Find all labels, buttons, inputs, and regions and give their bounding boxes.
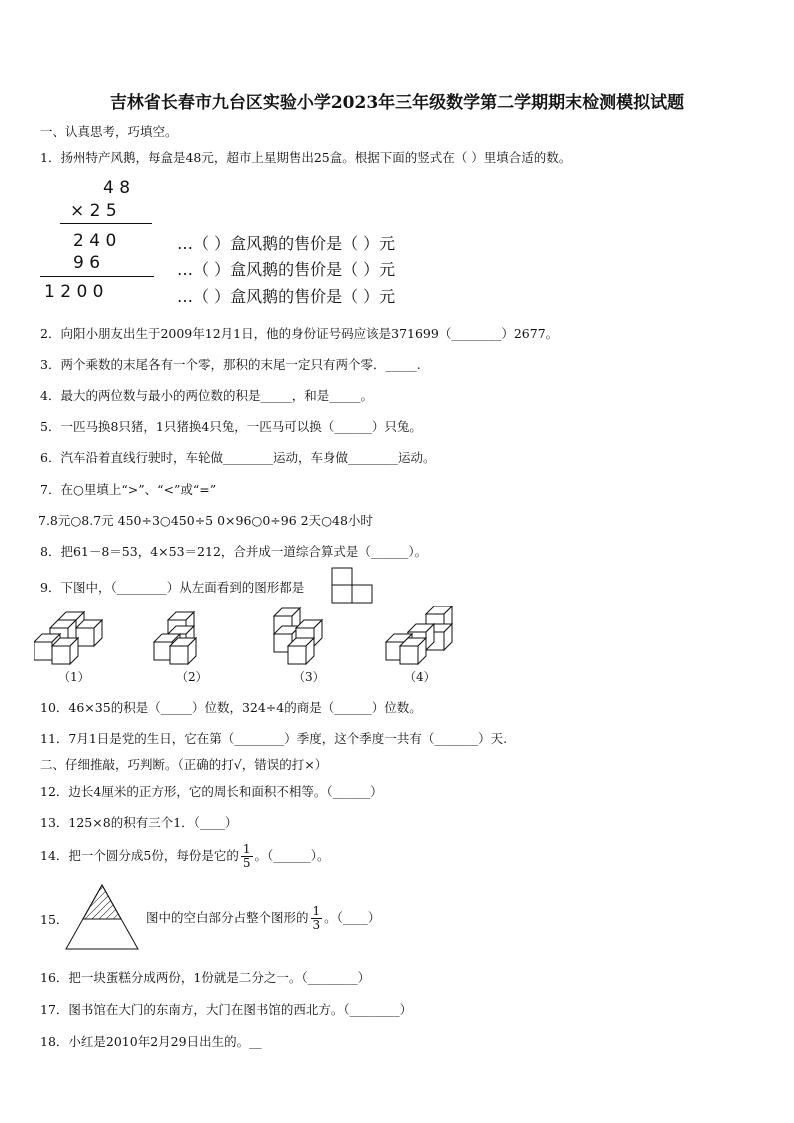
calc-row-3: 2 4 0 bbox=[73, 231, 117, 251]
figure-caption-4: （4） bbox=[404, 670, 436, 684]
question-18: 18．小红是2010年2月29日出生的。__ bbox=[40, 1034, 262, 1049]
cube-figures bbox=[34, 606, 464, 666]
calc-line-1 bbox=[60, 223, 152, 224]
triangle-figure bbox=[64, 883, 140, 951]
question-15-text: 图中的空白部分占整个图形的 bbox=[146, 910, 309, 925]
section-heading-2: 二、仔细推敲，巧判断。（正确的打√，错误的打×） bbox=[40, 757, 328, 772]
fraction-one-third bbox=[311, 905, 323, 932]
fraction-numerator: 1 bbox=[242, 842, 251, 856]
page-title: 吉林省长春市九台区实验小学2023年三年级数学第二学期期末检测模拟试题 bbox=[109, 93, 685, 113]
calc-note-1: …（ ）盒风鹅的售价是（ ）元 bbox=[177, 234, 396, 253]
calc-line-2 bbox=[40, 276, 154, 277]
cube-figure-4 bbox=[386, 606, 452, 664]
question-14 bbox=[40, 843, 330, 870]
question-11: 11．7月1日是党的生日，它在第（________）季度，这个季度一共有（_______）天. bbox=[40, 731, 508, 746]
question-7-items: 7.8元○8.7元 450÷3○450÷5 0×96○0÷96 2天○48小时 bbox=[38, 513, 373, 528]
calc-note-2: …（ ）盒风鹅的售价是（ ）元 bbox=[177, 260, 396, 279]
question-15 bbox=[146, 905, 380, 932]
fraction-denominator: 5 bbox=[242, 856, 251, 870]
question-8: 8．把61－8＝53，4×53＝212，合并成一道综合算式是（______）。 bbox=[40, 544, 428, 559]
fraction-numerator: 1 bbox=[312, 904, 321, 918]
cube-figure-1 bbox=[34, 612, 102, 664]
question-7: 7．在○里填上“>”、“<”或“=” bbox=[40, 482, 217, 497]
section-heading-1: 一、认真思考，巧填空。 bbox=[40, 124, 178, 139]
calc-note-3: …（ ）盒风鹅的售价是（ ）元 bbox=[177, 287, 396, 306]
question-10: 10．46×35的积是（_____）位数，324÷4的商是（______）位数。 bbox=[40, 700, 422, 715]
fraction-denominator: 3 bbox=[312, 918, 321, 932]
question-9: 9．下图中，（________）从左面看到的图形都是 bbox=[40, 580, 305, 595]
question-17: 17．图书馆在大门的东南方，大门在图书馆的西北方。（________） bbox=[40, 1002, 413, 1017]
figure-caption-3: （3） bbox=[293, 670, 325, 684]
calc-row-5: 1 2 0 0 bbox=[44, 282, 104, 302]
question-6: 6．汽车沿着直线行驶时，车轮做________运动，车身做________运动。 bbox=[40, 450, 436, 465]
left-view-figure bbox=[331, 567, 375, 605]
fraction-one-fifth bbox=[241, 843, 253, 870]
figure-caption-2: （2） bbox=[176, 670, 208, 684]
question-12: 12．边长4厘米的正方形，它的周长和面积不相等。（______） bbox=[40, 784, 383, 799]
question-15-number: 15． bbox=[40, 912, 69, 927]
question-14-answer: 。（______）。 bbox=[254, 848, 330, 863]
figure-caption-1: （1） bbox=[58, 670, 90, 684]
calc-row-2: × 2 5 bbox=[70, 201, 117, 221]
question-13: 13．125×8的积有三个1．（____） bbox=[40, 815, 238, 830]
question-16: 16．把一块蛋糕分成两份，1份就是二分之一。（________） bbox=[40, 970, 371, 985]
question-3: 3．两个乘数的末尾各有一个零，那积的末尾一定只有两个零．_____. bbox=[40, 357, 421, 372]
question-4: 4．最大的两位数与最小的两位数的积是_____，和是_____。 bbox=[40, 388, 373, 403]
cube-figure-2 bbox=[154, 612, 196, 664]
cube-figure-3 bbox=[274, 608, 322, 664]
question-5: 5．一匹马换8只猪，1只猪换4只兔，一匹马可以换（______）只兔。 bbox=[40, 419, 422, 434]
calc-row-1: 4 8 bbox=[103, 178, 131, 198]
question-15-answer: 。（____） bbox=[324, 910, 381, 925]
question-1: 1．扬州特产风鹅，每盒是48元，超市上星期售出25盒。根据下面的竖式在（ ）里填合适的数。 bbox=[40, 150, 572, 165]
calc-row-4: 9 6 bbox=[73, 253, 101, 273]
question-2: 2．向阳小朋友出生于2009年12月1日，他的身份证号码应该是371699（________）2677。 bbox=[40, 326, 559, 341]
question-14-text: 14．把一个圆分成5份，每份是它的 bbox=[40, 848, 239, 863]
